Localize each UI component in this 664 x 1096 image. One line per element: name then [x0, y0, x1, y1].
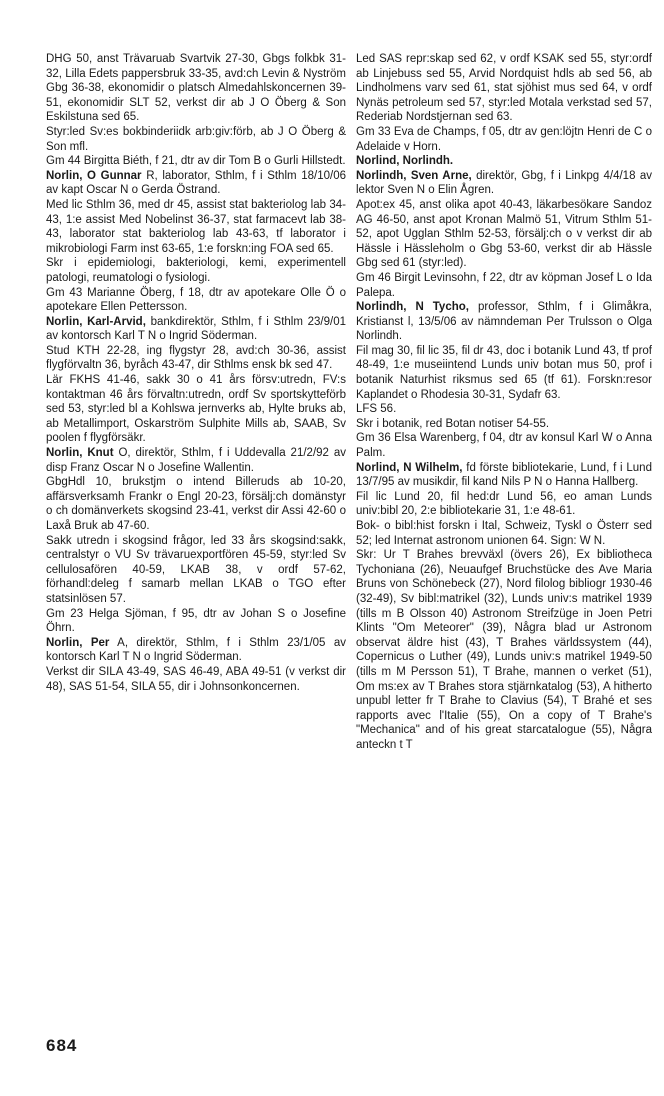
- entry-name: Norlindh, N Tycho,: [356, 301, 469, 314]
- entry-text: R, laborator, Sthlm, f i Sthlm 18/10/06 av kapt Oscar N o Gerda Östrand.: [46, 169, 346, 197]
- entry-heading-paragraph: [356, 154, 652, 169]
- entry-name: Norlind, Norlindh.: [356, 155, 454, 168]
- entry-paragraph: [46, 607, 346, 636]
- entry-paragraph: [356, 52, 652, 125]
- entry-heading-paragraph: [356, 461, 652, 490]
- entry-name: Norlind, N Wilhelm,: [356, 461, 463, 474]
- entry-text: Gm 23 Helga Sjöman, f 95, dtr av Johan S o Josefine Öhrn.: [46, 607, 346, 635]
- entry-paragraph: [356, 198, 652, 271]
- entry-paragraph: [46, 286, 346, 315]
- entry-heading-paragraph: [46, 446, 346, 475]
- entry-paragraph: [356, 490, 652, 519]
- right-column: [356, 52, 652, 753]
- entry-paragraph: [356, 344, 652, 402]
- entry-text: LFS 56.: [356, 403, 397, 416]
- entry-text: direktör, Gbg, f i Linkpg 4/4/18 av lektor Sven N o Elin Ågren.: [356, 169, 653, 197]
- entry-name: Norlin, Karl-Arvid,: [46, 315, 146, 328]
- left-column: [46, 52, 346, 694]
- entry-text: bankdirektör, Sthlm, f i Sthlm 23/9/01 av kontorsch Karl T N o Ingrid Söderman.: [46, 315, 346, 343]
- entry-text: Gm 43 Marianne Öberg, f 18, dtr av apotekare Olle Ö o apotekare Ellen Pettersson.: [46, 286, 346, 314]
- entry-paragraph: [356, 519, 652, 548]
- entry-paragraph: [46, 665, 346, 694]
- entry-text: Fil lic Lund 20, fil hed:dr Lund 56, eo aman Lunds univ:bibl 20, 2:e bibliotekarie 31, 1:e 48-61.: [356, 490, 652, 518]
- entry-name: Norlin, O Gunnar: [46, 169, 142, 182]
- entry-text: Styr:led Sv:es bokbinderiidk arb:giv:förb, ab J O Öberg & Son mfl.: [46, 125, 346, 153]
- entry-paragraph: [46, 373, 346, 446]
- entry-text: Apot:ex 45, anst olika apot 40-43, läkarbesökare Sandoz AG 46-50, anst apot Kronan Malmö 51, Vitrum Sthlm 51-52, apot Ugglan Sthlm 52-53, försälj:ch o v verkst dir ab Hässle i Hässleholm o Gbg 53-60, verkst dir ab Hässle Gbg sed 61 (styr:led).: [356, 198, 652, 270]
- entry-text: Skr: Ur T Brahes brevväxl (övers 26), Ex bibliotheca Tychoniana (26), Neuaufgef Bruchstücke des Ave Maria Bruns von Schönebeck (27), Nord filolog bibliogr 1930-46 (32-49), Sv bibl:matrikel (32), Lunds univ:s matrikel 1939 (tills m B Olsson 40) Astronom Streifzüge in Joen Petri Klints "Om Meteorer" (39), Några blad ur Astronom observat äldre hist (43), T Brahes världssystem (44), Copernicus o Luther (49), Lunds univ:s matrikel 1949-50 (tills m M Persson 51), T Brahe, mannen o verket (51), Om ms:ex av T Brahes stora stjärnkatalog (53), A hitherto unpubl letter fr T Brahe to Clavius (54), T Brahé et ses rapports avec l'Italie (55), On a copy of T Brahe's "Mechanica" and of his great starcatalogue (55), Några anteckn t T: [356, 549, 652, 751]
- entry-text: GbgHdl 10, brukstjm o intend Billeruds ab 10-20, affärsverksamh Frankr o Engl 20-23, försälj:ch domänstyr o ch domänverkets skogsind 23-41, verkst dir Assi 42-60 o Laxå Bruk ab 47-60.: [46, 476, 346, 532]
- entry-text: Stud KTH 22-28, ing flygstyr 28, avd:ch 30-36, assist flygförvaltn 36, byråch 43-47, dir Sthlms ensk bk sed 47.: [46, 344, 346, 372]
- entry-name: Norlin, Per: [46, 636, 110, 649]
- entry-heading-paragraph: [356, 300, 652, 344]
- entry-heading-paragraph: [46, 169, 346, 198]
- entry-text: Lär FKHS 41-46, sakk 30 o 41 års försv:utredn, FV:s kontaktman 46 års förvaltn:utredn, ordf Sv sportskytteförb sed 53, styr:led bl a Kohlswa jernverks ab, Hylte bruks ab, ab Metallimport, Oskarström Sulphite Mills ab, SAAB, Sv poolen f flygförsäkr.: [46, 374, 346, 445]
- entry-paragraph: [46, 125, 346, 154]
- entry-text: Verkst dir SILA 43-49, SAS 46-49, ABA 49-51 (v verkst dir 48), SAS 51-54, SILA 55, dir i Johnsonkoncernen.: [46, 665, 346, 693]
- entry-text: Gm 33 Eva de Champs, f 05, dtr av gen:löjtn Henri de C o Adelaide v Horn.: [356, 125, 652, 153]
- entry-paragraph: [46, 256, 346, 285]
- entry-paragraph: [46, 198, 346, 256]
- entry-text: Sakk utredn i skogsind frågor, led 33 års skogsind:sakk, centralstyr o VU Sv trävaruexportfören 45-59, styr:led Sv cellulosafören 40-59, LKAB 38, v ordf 57-62, förhandl:deleg f samarb mellan LKAB o TGO efter statsinlösen 57.: [46, 534, 346, 605]
- entry-text: O, direktör, Sthlm, f i Uddevalla 21/2/92 av disp Franz Oscar N o Josefine Wallentin.: [46, 447, 346, 474]
- entry-paragraph: [46, 475, 346, 533]
- entry-paragraph: [46, 344, 346, 373]
- entry-text: Led SAS repr:skap sed 62, v ordf KSAK sed 55, styr:ordf ab Linjebuss sed 55, Arvid Nordquist hdls ab sed 56, ab Lindholmens varv sed 61, stat sjöhist mus sed 64, v ordf Nynäs petroleum sed 57, styr:led Motala verkstad sed 57, Rederiab Nordstjernan sed 63.: [356, 53, 652, 124]
- entry-text: Gm 36 Elsa Warenberg, f 04, dtr av konsul Karl W o Anna Palm.: [356, 432, 652, 460]
- entry-text: Skr i epidemiologi, bakteriologi, kemi, experimentell patologi, reumatologi o fysiologi.: [46, 257, 346, 284]
- entry-paragraph: [46, 534, 346, 607]
- entry-paragraph: [356, 125, 652, 154]
- entry-text: Gm 46 Birgit Levinsohn, f 22, dtr av köpman Josef L o Ida Palepa.: [356, 271, 652, 299]
- entry-text: fd förste bibliotekarie, Lund, f i Lund 13/7/95 av musikdir, fil kand Nils P N o Hanna Hallberg.: [356, 461, 652, 489]
- entry-heading-paragraph: [46, 636, 346, 665]
- entry-paragraph: [46, 52, 346, 125]
- entry-text: A, direktör, Sthlm, f i Sthlm 23/1/05 av kontorsch Karl T N o Ingrid Söderman.: [46, 636, 347, 664]
- entry-paragraph: [356, 271, 652, 300]
- entry-name: Norlin, Knut: [46, 447, 114, 460]
- entry-paragraph: [356, 431, 652, 460]
- entry-text: Fil mag 30, fil lic 35, fil dr 43, doc i botanik Lund 43, tf prof 48-49, 1:e museiintend Lunds univ botan mus 50, prof i botanik Naturhist riksmus sed 65 (tf 61). Forskn:resor Kaplandet o Rhodesia 30-31, Sydafr 63.: [356, 344, 652, 401]
- entry-heading-paragraph: [46, 315, 346, 344]
- entry-text: Skr i botanik, red Botan notiser 54-55.: [356, 417, 550, 430]
- entry-paragraph: [356, 548, 652, 752]
- page-number: 684: [46, 1036, 78, 1055]
- entry-text: Gm 44 Birgitta Biéth, f 21, dtr av dir Tom B o Gurli Hillstedt.: [46, 155, 346, 168]
- entry-text: DHG 50, anst Trävaruab Svartvik 27-30, Gbgs folkbk 31-32, Lilla Edets pappersbruk 33-35, avd:ch Levin & Nyström Gbg 36-38, ekonomidir o platsch Almedahlskoncernen 39-51, ekonomidir SLT 52, verkst dir ab J O Öberg & Son Eskilstuna sed 65.: [46, 53, 346, 124]
- entry-paragraph: [356, 417, 652, 432]
- entry-text: Med lic Sthlm 36, med dr 45, assist stat bakteriolog lab 34-43, 1:e assist Med Nobelinst 36-37, stat farmacevt lab 38-43, laborator stat bakteriolog lab 43-63, tf laborator i mikrobiologi Farm inst 63-65, 1:e forskn:ing FOA sed 65.: [46, 198, 346, 255]
- entry-text: Bok- o bibl:hist forskn i Ital, Schweiz, Tyskl o Österr sed 52; led Internat astronom unionen 64. Sign: W N.: [356, 520, 652, 547]
- entry-text: professor, Sthlm, f i Glimåkra, Kristianst l, 13/5/06 av nämndeman Per Trulsson o Olga Norlindh.: [356, 301, 653, 343]
- entry-paragraph: [46, 154, 346, 169]
- entry-paragraph: [356, 402, 652, 417]
- entry-name: Norlindh, Sven Arne,: [356, 169, 472, 182]
- entry-heading-paragraph: [356, 169, 652, 198]
